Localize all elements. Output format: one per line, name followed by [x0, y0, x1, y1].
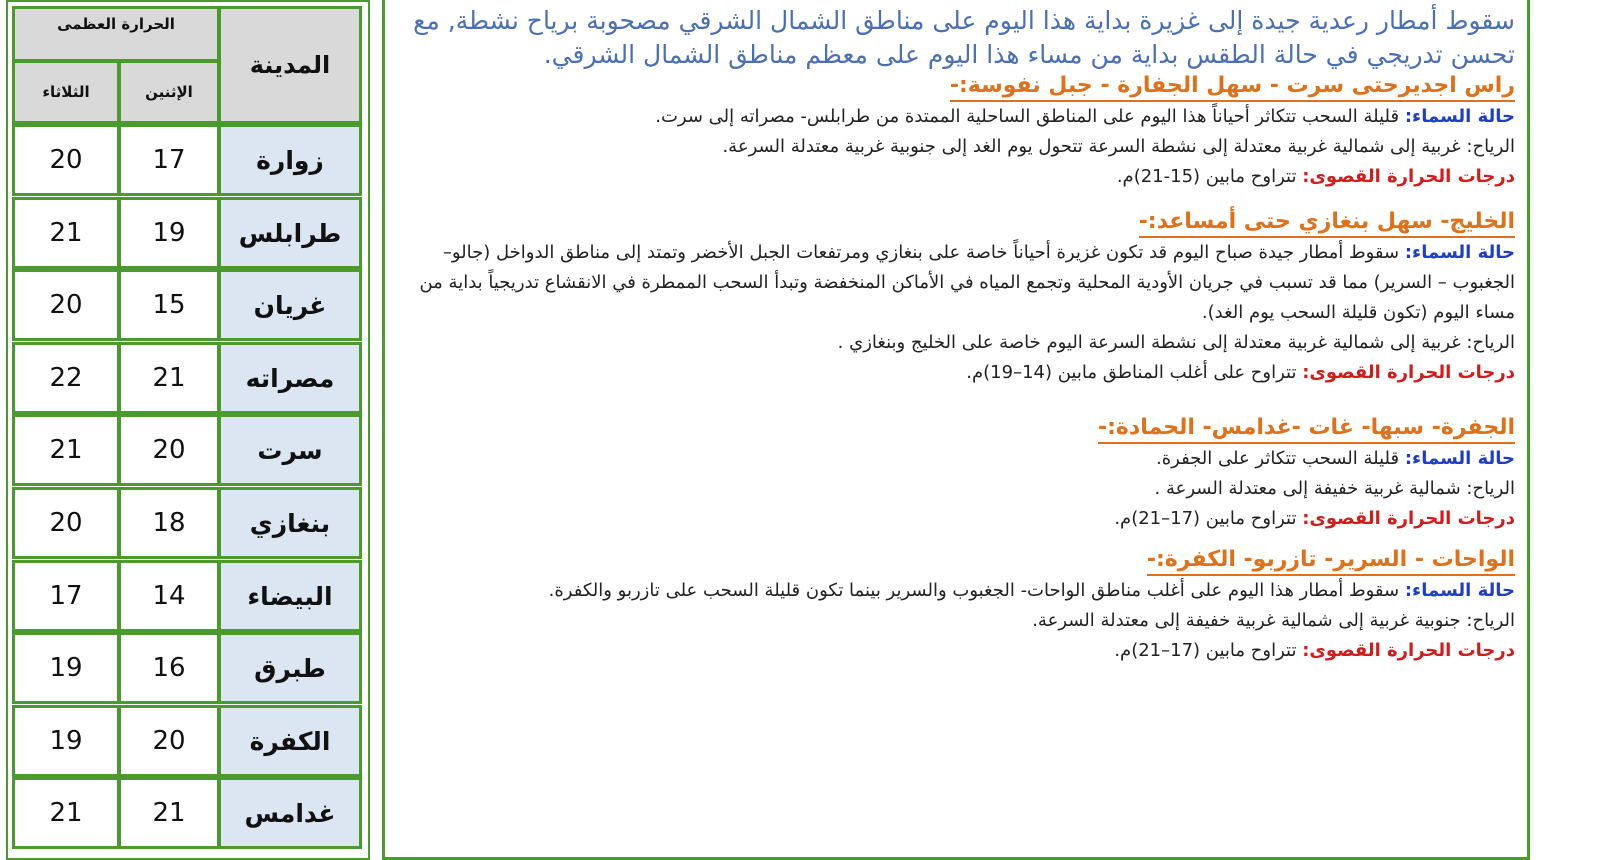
city-cell-value: غدامس: [244, 798, 336, 828]
city-cell: [218, 777, 362, 849]
monday-temp-cell-value: 16: [152, 653, 186, 683]
monday-temp-cell: [118, 414, 220, 486]
wind-line: [393, 606, 1515, 636]
tuesday-temp-cell: [12, 124, 120, 196]
temperature-table: [6, 0, 370, 860]
tuesday-temp-cell: [12, 632, 120, 704]
region-title: الخليج- سهل بنغازي حتى أمساعد:-: [1139, 208, 1515, 238]
monday-temp-cell-value: 21: [152, 798, 186, 828]
monday-temp-cell: [118, 124, 220, 196]
monday-temp-cell-value: 18: [152, 508, 186, 538]
sky-text: سقوط أمطار هذا اليوم على أغلب مناطق الواحات- الجغبوب والسرير بينما تكون قليلة السحب على تازربو والكفرة.: [548, 580, 1405, 601]
tuesday-temp-cell: [12, 269, 120, 341]
city-cell: [218, 560, 362, 632]
monday-temp-cell: [118, 269, 220, 341]
max-temp-header-label: الحرارة العظمى: [57, 15, 175, 33]
monday-temp-cell: [118, 632, 220, 704]
tuesday-temp-cell-value: 22: [49, 363, 83, 393]
forecast-region: [393, 72, 1515, 192]
sky-label: حالة السماء:: [1404, 242, 1515, 263]
monday-temp-cell-value: 19: [152, 218, 186, 248]
max-temp-label: درجات الحرارة القصوى:: [1302, 166, 1515, 187]
wind-label: الرياح:: [1466, 332, 1515, 353]
tuesday-temp-cell: [12, 705, 120, 777]
sky-text: قليلة السحب تتكاثر على الجفرة.: [1155, 448, 1405, 469]
max-temp-text: تتراوح على أغلب المناطق مابين (14–19)م.: [966, 362, 1303, 383]
tuesday-temp-cell-value: 21: [49, 798, 83, 828]
tuesday-temp-cell-value: 19: [49, 726, 83, 756]
monday-temp-cell-value: 17: [152, 145, 186, 175]
tuesday-temp-cell: [12, 414, 120, 486]
tuesday-temp-cell: [12, 342, 120, 414]
max-temp-line: [393, 504, 1515, 534]
tuesday-temp-cell-value: 20: [49, 508, 83, 538]
region-title: راس اجديرحتى سرت - سهل الجفارة - جبل نفوسة:-: [950, 72, 1515, 102]
region-title: الجفرة- سبها- غات -غدامس- الحمادة:-: [1098, 414, 1515, 444]
monday-temp-cell: [118, 777, 220, 849]
sky-condition-line: [393, 444, 1515, 474]
forecast-region: [393, 208, 1515, 388]
sky-label: حالة السماء:: [1404, 580, 1515, 601]
max-temp-line: [393, 636, 1515, 666]
tuesday-temp-cell: [12, 777, 120, 849]
wind-line: [393, 474, 1515, 504]
sky-condition-line: [393, 102, 1515, 132]
city-cell-value: طرابلس: [238, 218, 342, 248]
wind-text: غربية إلى شمالية غربية معتدلة إلى نشطة السرعة اليوم خاصة على الخليج وبنغازي .: [837, 332, 1467, 353]
tuesday-column-header: [12, 60, 120, 124]
city-cell-value: زوارة: [256, 145, 324, 175]
city-cell: [218, 705, 362, 777]
monday-temp-cell: [118, 560, 220, 632]
wind-line: [393, 328, 1515, 358]
max-temp-line: [393, 358, 1515, 388]
tuesday-temp-cell: [12, 487, 120, 559]
tuesday-temp-cell-value: 21: [49, 218, 83, 248]
wind-label: الرياح:: [1466, 610, 1515, 631]
tuesday-temp-cell-value: 20: [49, 145, 83, 175]
city-cell-value: بنغازي: [249, 508, 331, 538]
city-cell: [218, 124, 362, 196]
monday-temp-cell-value: 21: [152, 363, 186, 393]
city-cell: [218, 342, 362, 414]
monday-temp-cell-value: 20: [152, 726, 186, 756]
max-temp-text: تتراوح مابين (17–21)م.: [1114, 640, 1303, 661]
forecast-panel: [382, 0, 1530, 860]
city-cell: [218, 632, 362, 704]
city-cell: [218, 414, 362, 486]
wind-text: شمالية غربية خفيفة إلى معتدلة السرعة .: [1154, 478, 1467, 499]
sky-text: سقوط أمطار جيدة صباح اليوم قد تكون غزيرة أحياناً خاصة على بنغازي ومرتفعات الجبل الأخضر وتمتد إلى مناطق الدواخل (جالو– الجغبوب – السرير) مما قد تسبب في جريان الأودية المحلية وتجمع المياه في الأماكن المنخفضة وتبدأ السحب الممطرة في الانقشاع تدريجياً بداية من مساء اليوم (تكون قليلة السحب يوم الغد).: [419, 242, 1515, 323]
city-cell: [218, 197, 362, 269]
tuesday-temp-cell-value: 21: [49, 435, 83, 465]
monday-temp-cell-value: 20: [152, 435, 186, 465]
sky-condition-line: [393, 576, 1515, 606]
regions-list: [393, 72, 1515, 666]
monday-temp-cell: [118, 705, 220, 777]
city-column-header: [218, 6, 362, 124]
max-temp-label: درجات الحرارة القصوى:: [1302, 508, 1515, 529]
wind-label: الرياح:: [1466, 136, 1515, 157]
max-temp-line: [393, 162, 1515, 192]
tuesday-temp-cell-value: 19: [49, 653, 83, 683]
tuesday-temp-cell: [12, 560, 120, 632]
sky-label: حالة السماء:: [1404, 106, 1515, 127]
city-header-label: المدينة: [249, 51, 331, 79]
city-cell-value: غريان: [253, 290, 327, 320]
monday-temp-cell: [118, 487, 220, 559]
forecast-body: [393, 4, 1515, 666]
monday-header-label: الإثنين: [145, 83, 193, 101]
forecast-summary: سقوط أمطار رعدية جيدة إلى غزيرة بداية هذا اليوم على مناطق الشمال الشرقي مصحوبة برياح نشطة, مع تحسن تدريجي في حالة الطقس بداية من مساء هذا اليوم على معظم مناطق الشمال الشرقي.: [413, 6, 1515, 69]
city-cell: [218, 487, 362, 559]
region-title: الواحات - السرير- تازربو- الكفرة:-: [1147, 546, 1515, 576]
monday-temp-cell-value: 15: [152, 290, 186, 320]
city-cell-value: طبرق: [254, 653, 326, 683]
wind-line: [393, 132, 1515, 162]
sky-text: قليلة السحب تتكاثر أحياناً هذا اليوم على المناطق الساحلية الممتدة من طرابلس- مصراته إلى سرت.: [655, 106, 1405, 127]
tuesday-temp-cell-value: 17: [49, 581, 83, 611]
sky-label: حالة السماء:: [1404, 448, 1515, 469]
city-cell-value: سرت: [257, 435, 323, 465]
wind-text: جنوبية غربية إلى شمالية غربية خفيفة إلى معتدلة السرعة.: [1032, 610, 1467, 631]
max-temp-label: درجات الحرارة القصوى:: [1302, 640, 1515, 661]
forecast-region: [393, 546, 1515, 666]
tuesday-temp-cell: [12, 197, 120, 269]
tuesday-temp-cell-value: 20: [49, 290, 83, 320]
max-temp-label: درجات الحرارة القصوى:: [1302, 362, 1515, 383]
city-cell-value: مصراته: [245, 363, 335, 393]
tuesday-header-label: الثلاثاء: [42, 83, 90, 101]
sky-condition-line: [393, 238, 1515, 328]
wind-label: الرياح:: [1466, 478, 1515, 499]
wind-text: غربية إلى شمالية غربية معتدلة إلى نشطة السرعة تتحول يوم الغد إلى جنوبية غربية معتدلة السرعة.: [722, 136, 1467, 157]
monday-column-header: [118, 60, 220, 124]
forecast-region: [393, 414, 1515, 534]
max-temp-header: [12, 6, 220, 62]
monday-temp-cell-value: 14: [152, 581, 186, 611]
max-temp-text: تتراوح مابين (15-21)م.: [1116, 166, 1303, 187]
max-temp-text: تتراوح مابين (17–21)م.: [1114, 508, 1303, 529]
city-cell: [218, 269, 362, 341]
monday-temp-cell: [118, 197, 220, 269]
city-cell-value: الكفرة: [249, 726, 331, 756]
city-cell-value: البيضاء: [247, 581, 333, 611]
monday-temp-cell: [118, 342, 220, 414]
